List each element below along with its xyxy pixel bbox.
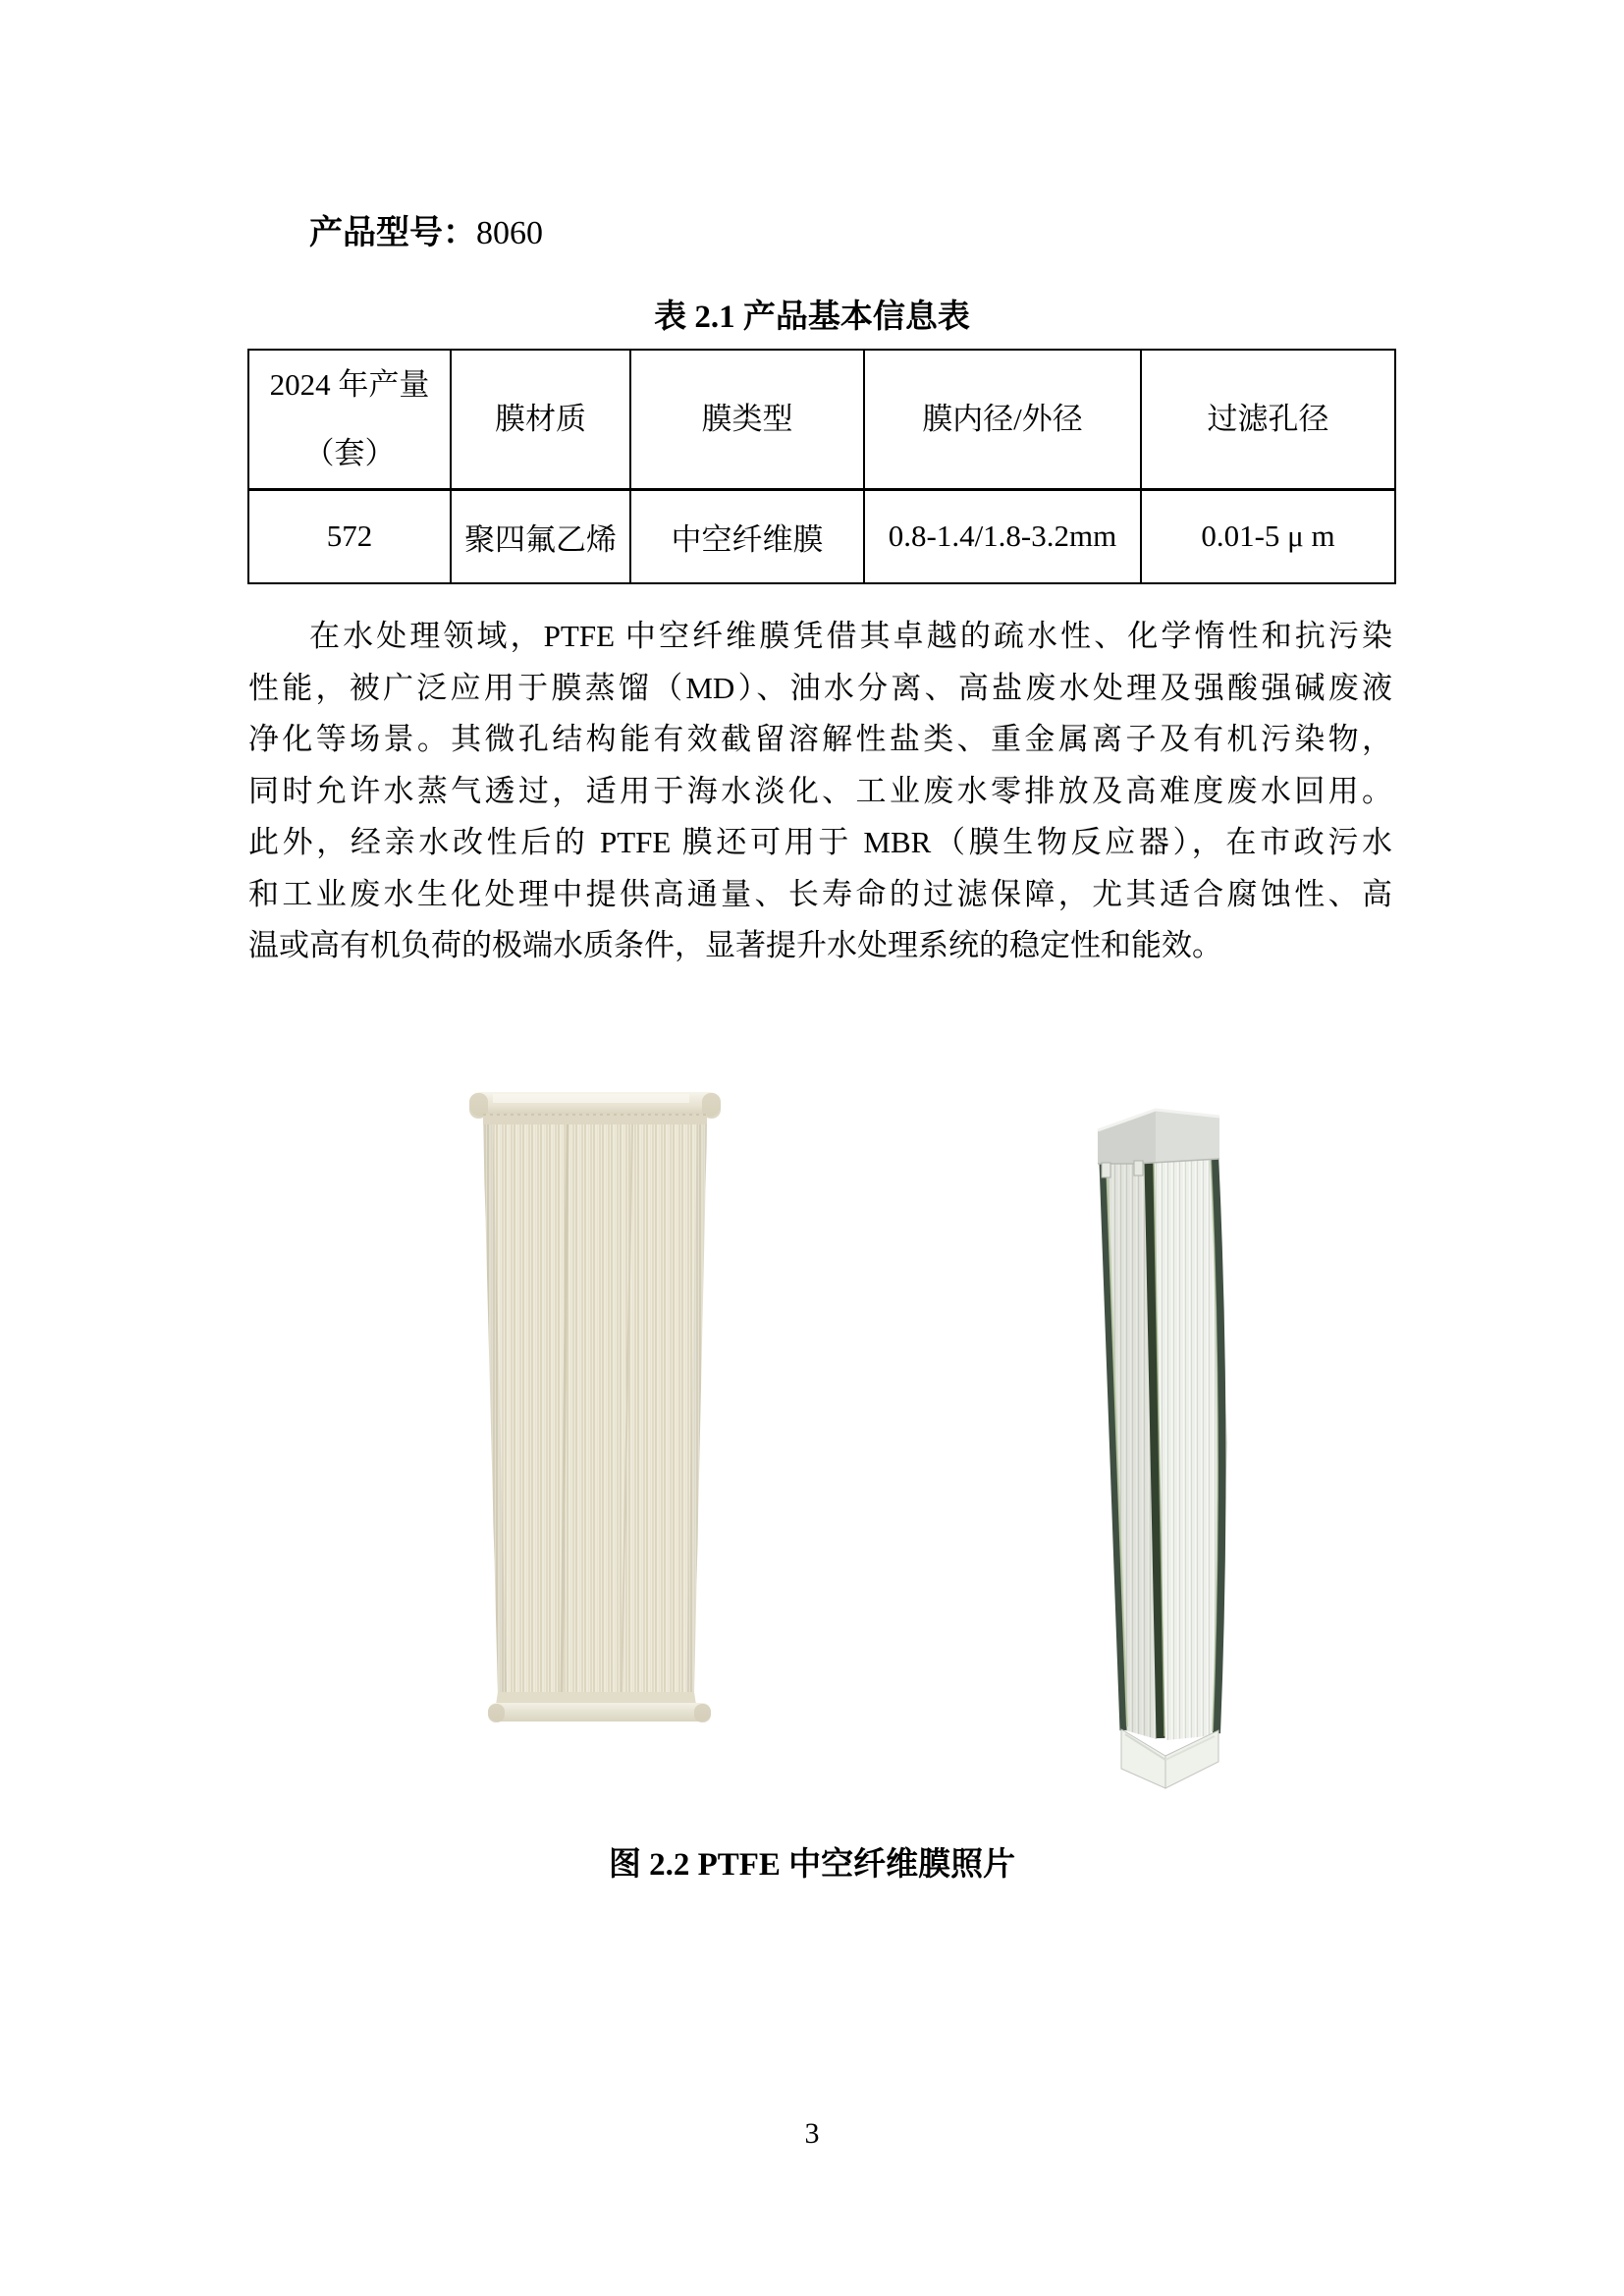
membrane-curtain-photo <box>469 1092 721 1722</box>
paragraph-line-1: 在水处理领域，PTFE 中空纤维膜凭借其卓越的疏水性、化学惰性和抗污染 <box>309 619 1392 653</box>
paragraph-line-2: 性能，被广泛应用于膜蒸馏（MD）、油水分离、高盐废水处理及强酸强碱废液 <box>248 670 1392 705</box>
paragraph-line-6: 和工业废水生化处理中提供高通量、长寿命的过滤保障，尤其适合腐蚀性、高 <box>248 876 1392 911</box>
paragraph-line-7: 温或高有机负荷的极端水质条件，显著提升水处理系统的稳定性和能效。 <box>248 928 1222 962</box>
paragraph-line-4: 同时允许水蒸气透过，适用于海水淡化、工业废水零排放及高难度废水回用。 <box>248 773 1392 808</box>
header-production-line2: （套） <box>303 436 396 470</box>
figure-caption: 图 2.2 PTFE 中空纤维膜照片 <box>608 1847 1016 1883</box>
cell-pore-size: 0.01-5 μ m <box>1141 490 1395 583</box>
paragraph-line-5: 此外，经亲水改性后的 PTFE 膜还可用于 MBR（膜生物反应器），在市政污水 <box>248 825 1392 859</box>
header-diameter: 膜内径/外径 <box>864 350 1141 490</box>
page-number: 3 <box>804 2117 820 2150</box>
header-pore-size: 过滤孔径 <box>1141 350 1395 490</box>
product-model-value: 8060 <box>476 215 543 251</box>
membrane-cassette-photo <box>1098 1110 1227 1788</box>
table-title: 表 2.1 产品基本信息表 <box>654 300 970 335</box>
product-model-label: 产品型号： <box>309 215 476 251</box>
product-info-table <box>247 349 1396 584</box>
cell-material: 聚四氟乙烯 <box>451 490 630 583</box>
cell-production: 572 <box>248 490 451 583</box>
header-material: 膜材质 <box>451 350 630 490</box>
header-membrane-type: 膜类型 <box>630 350 864 490</box>
figure-photos <box>422 1080 1267 1807</box>
cell-diameter: 0.8-1.4/1.8-3.2mm <box>864 490 1141 583</box>
product-model-line <box>309 215 543 252</box>
table-header-row <box>248 350 1395 490</box>
header-production-line1: 2024 年产量 <box>269 367 430 402</box>
body-paragraph <box>248 611 1392 972</box>
cell-membrane-type: 中空纤维膜 <box>630 490 864 583</box>
header-production <box>248 350 451 490</box>
table-data-row <box>248 490 1395 583</box>
paragraph-line-3: 净化等场景。其微孔结构能有效截留溶解性盐类、重金属离子及有机污染物， <box>248 722 1392 756</box>
